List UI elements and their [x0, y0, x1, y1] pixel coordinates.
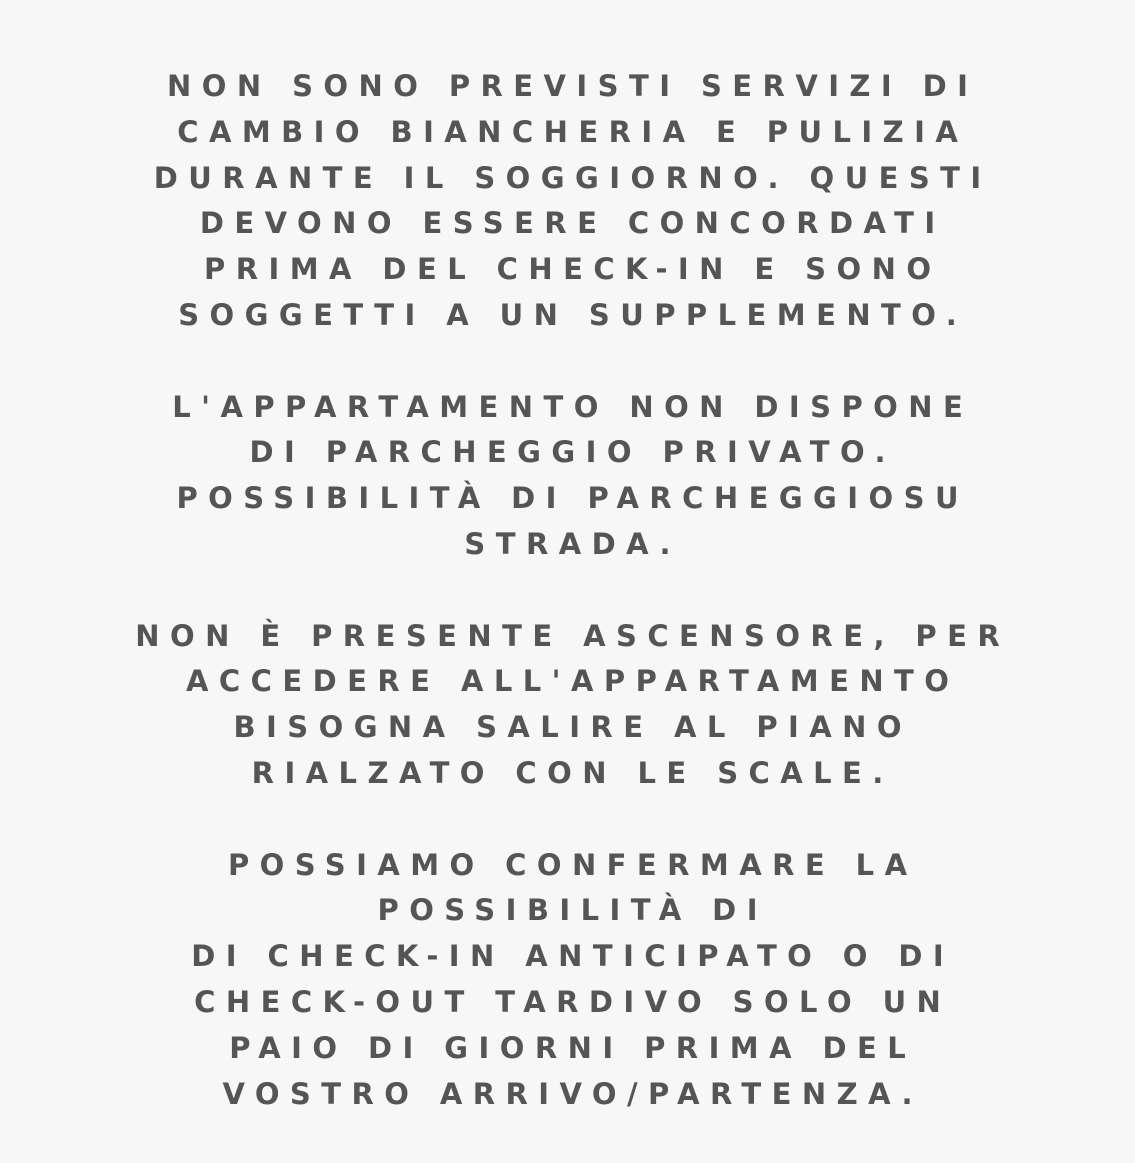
text-line: DI CHECK-IN ANTICIPATO O DI: [191, 939, 955, 974]
text-line: VOSTRO ARRIVO/PARTENZA.: [222, 1076, 923, 1111]
house-rules-text: [0, 64, 1135, 1163]
text-line: DURANTE IL SOGGIORNO. QUESTI: [153, 160, 992, 195]
text-line: NON È PRESENTE ASCENSORE, PER: [135, 618, 1011, 653]
text-line: RIALZATO CON LE SCALE.: [251, 755, 894, 790]
text-line: BISOGNA SALIRE AL PIANO: [233, 710, 912, 745]
paragraph-elevator: [0, 614, 1135, 797]
text-line: PAIO DI GIORNI PRIMA DEL: [229, 1030, 917, 1065]
text-line: ACCEDERE ALL'APPARTAMENTO: [186, 664, 960, 699]
text-line: POSSIBILITÀ DI: [377, 893, 768, 928]
text-line: CAMBIO BIANCHERIA E PULIZIA: [177, 114, 969, 149]
paragraph-checkin-checkout: [0, 843, 1135, 1118]
paragraph-cleaning-services: [0, 64, 1135, 339]
text-line: L'APPARTAMENTO NON DISPONE: [172, 389, 974, 424]
text-line: CHECK-OUT TARDIVO SOLO UN: [194, 984, 952, 1019]
text-line: POSSIAMO CONFERMARE LA: [227, 847, 918, 882]
text-line: STRADA.: [464, 526, 682, 561]
text-line: NON SONO PREVISTI SERVIZI DI: [167, 69, 979, 103]
text-line: POSSIBILITÀ DI PARCHEGGIOSU: [176, 481, 969, 516]
text-line: DI PARCHEGGIO PRIVATO.: [249, 435, 896, 470]
text-line: DEVONO ESSERE CONCORDATI: [199, 206, 946, 241]
text-line: PRIMA DEL CHECK-IN E SONO: [204, 252, 942, 287]
text-line: SOGGETTI A UN SUPPLEMENTO.: [178, 297, 968, 332]
paragraph-parking: [0, 385, 1135, 568]
